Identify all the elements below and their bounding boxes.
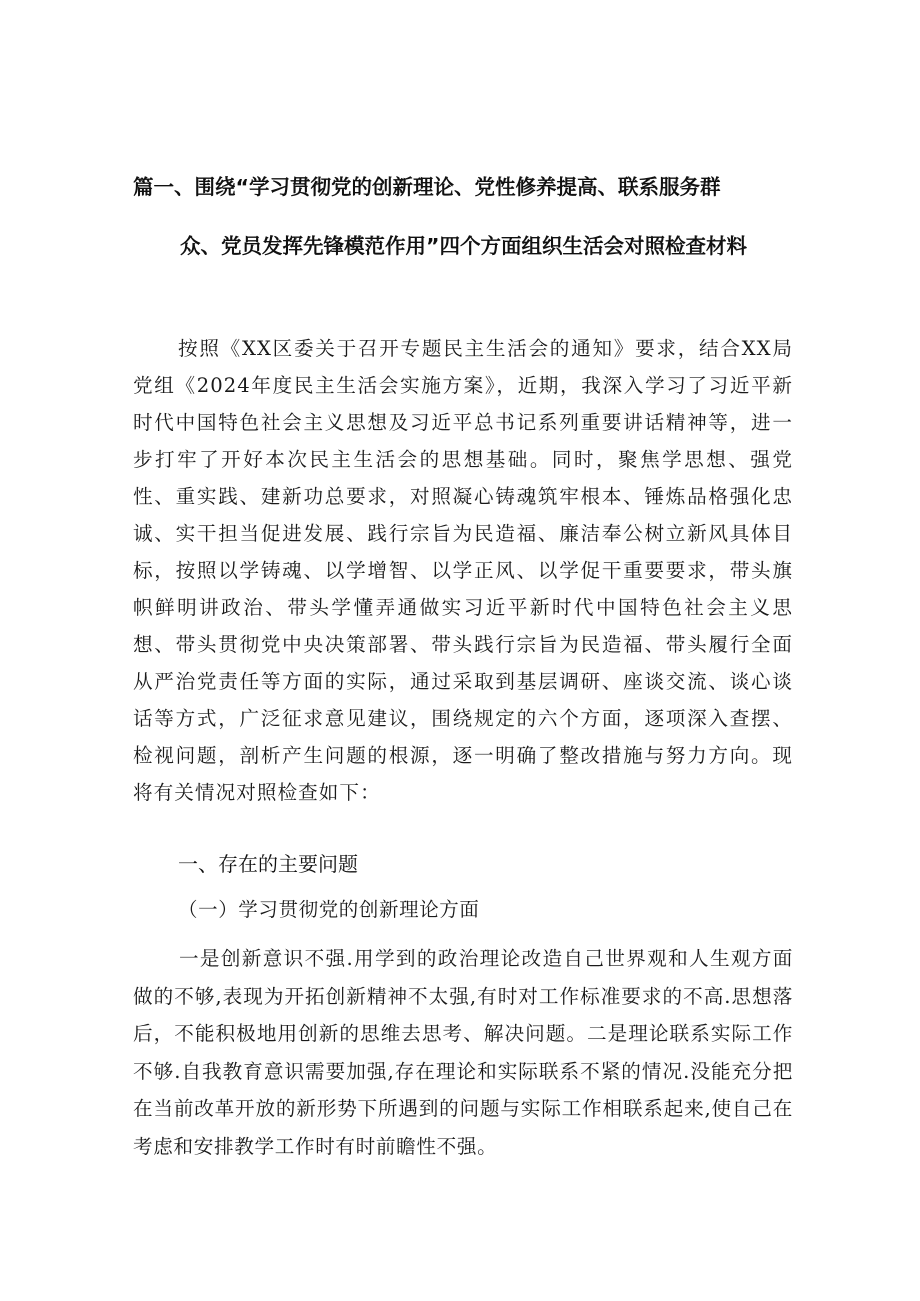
section-heading: 一、存在的主要问题 bbox=[178, 852, 358, 876]
subsection-heading: （一）学习贯彻党的创新理论方面 bbox=[178, 898, 480, 921]
subsection-paragraph: 一是创新意识不强.用学到的政治理论改造自己世界观和人生观方面做的不够,表现为开拓创新精神不太强,有时对工作标准要求的不高.思想落后，不能积极地用创新的思维去思考、解决问题。二是理论联系实际工作不够.自我教育意识需要加强,存在理论和实际联系不紧的情况.没能充分把在当前改革开放的新形势下所遇到的问题与实际工作相联系起来,使自己在考虑和安排教学工作时有时前瞻性不强。 bbox=[133, 947, 793, 1158]
document-title-line-2: 众、党员发挥先锋模范作用”四个方面组织生活会对照检查材料 bbox=[180, 234, 747, 258]
intro-paragraph: 按照《XX区委关于召开专题民主生活会的通知》要求，结合XX局党组《2024年度民主生活会实施方案》，近期，我深入学习了习近平新时代中国特色社会主义思想及习近平总书记系列重要讲话精神等，进一步打牢了开好本次民主生活会的思想基础。同时，聚焦学思想、强党性、重实践、建新功总要求，对照凝心铸魂筑牢根本、锤炼品格强化忠诚、实干担当促进发展、践行宗旨为民造福、廉洁奉公树立新风具体目标，按照以学铸魂、以学增智、以学正风、以学促干重要要求，带头旗帜鲜明讲政治、带头学懂弄通做实习近平新时代中国特色社会主义思想、带头贯彻党中央决策部署、带头践行宗旨为民造福、带头履行全面从严治党责任等方面的实际，通过采取到基层调研、座谈交流、谈心谈话等方式，广泛征求意见建议，围绕规定的六个方面，逐项深入查摆、检视问题，剖析产生问题的根源，逐一明确了整改措施与努力方向。现将有关情况对照检查如下： bbox=[133, 337, 793, 804]
document-title-line-1: 篇一、围绕“学习贯彻党的创新理论、党性修养提高、联系服务群 bbox=[133, 175, 721, 199]
